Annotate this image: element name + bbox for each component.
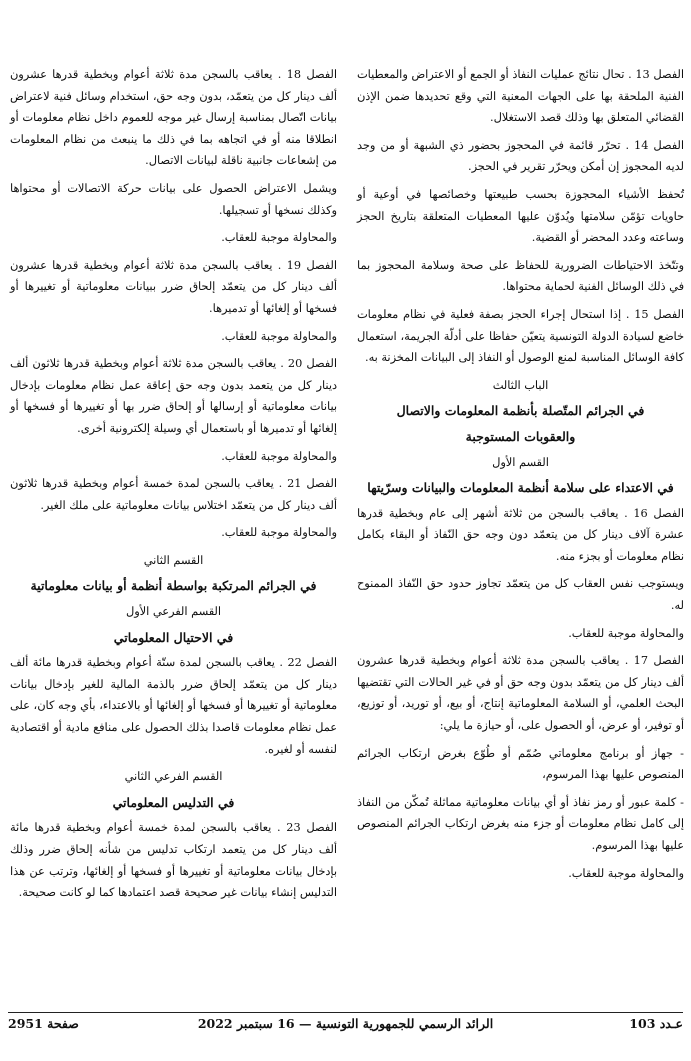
paragraph-text: والمحاولة موجبة للعقاب. <box>568 866 684 880</box>
paragraph <box>357 255 684 298</box>
paragraph-text: ويستوجب نفس العقاب كل من يتعمّد تجاوز حدود حق النّفاذ الممنوح له. <box>357 577 684 613</box>
paragraph-text: والمحاولة موجبة للعقاب. <box>221 449 337 463</box>
paragraph-text: يعاقب بالسجن لمدة خمسة أعوام وبخطية قدرها مائة ألف دينار كل من يتعمد ارتكاب تدليس من شأنه إلحاق ضرر وذلك بإدخال بيانات معلوماتية أو تغييرها أو فسخها أو إلغائها، وترتب عن هذا التدليس إنشاء بيانات غير صحيحة قصد اعتمادها كما لو كانت صحيحة. <box>10 821 337 900</box>
section-heading: في الاعتداء على سلامة أنظمة المعلومات والبيانات وسرّيتها <box>367 480 674 496</box>
paragraph <box>357 743 684 786</box>
paragraph-text: - جهاز أو برنامج معلوماتي صُمّم أو طُوّع بغرض ارتكاب الجرائم المنصوص عليها بهذا المرسوم، <box>357 746 684 782</box>
paragraph <box>357 863 684 885</box>
paragraph <box>10 652 337 760</box>
article-label: الفصل 17 . <box>624 654 685 668</box>
paragraph-text: تحال نتائج عمليات النفاذ أو الجمع أو الاعتراض والمعطيات الفنية الملحقة بها على الجهات المعنية التي وقع تحديدها ضمن الإذن القضائي المتعلق بها وذلك قصد الاستغلال. <box>357 68 684 125</box>
paragraph <box>10 473 337 516</box>
footer-rule <box>8 1012 683 1013</box>
paragraph <box>10 353 337 439</box>
section-heading: والعقوبات المستوجبة <box>465 428 576 444</box>
article-label: الفصل 22 . <box>279 656 337 670</box>
paragraph <box>357 503 684 568</box>
article-label: الفصل 16 . <box>624 506 684 520</box>
paragraph <box>10 64 337 172</box>
paragraph <box>10 255 337 320</box>
paragraph-text: يعاقب بالسجن مدة ثلاثة أعوام وبخطية قدرها عشرون ألف دينار كل من يتعمّد إلحاق ضرر ببيانات معلوماتية أو تغييرها أو فسخها أو إلغائها أو تدميرها. <box>10 258 337 315</box>
paragraph-text: وتتّخذ الاحتياطات الضرورية للحفاظ على صحة وسلامة المحجوز بما في ذلك الوسائل الفنية لحماية محتواها. <box>357 258 684 294</box>
section-heading: في الجرائم المتّصلة بأنظمة المعلومات والاتصال <box>396 403 645 419</box>
paragraph <box>357 135 684 178</box>
paragraph-text: تحرّر قائمة في المحجوز بحضور ذي الشبهة أو من وجد لديه المحجوز إن أمكن ويحرّر تقرير في الحجز. <box>357 138 684 174</box>
section-title: القسم الأول <box>492 455 549 469</box>
article-label: الفصل 18 . <box>277 68 338 81</box>
page-footer <box>8 1016 683 1038</box>
paragraph <box>357 184 684 249</box>
paragraph-text: يعاقب بالسجن لمدة خمسة أعوام وبخطية قدرها ثلاثون ألف دينار كل من يتعمّد اختلاس بيانات معلوماتية على ملك الغير. <box>10 477 337 512</box>
paragraph-text: تُحفظ الأشياء المحجوزة بحسب طبيعتها وخصائصها في أوعية أو حاويات تؤمّن سلامتها ويُدوّن عليها المعطيات المتعلقة بتاريخ الحجز وساعته وعدد المحضر أو القضية. <box>357 187 684 245</box>
paragraph <box>357 64 684 129</box>
paragraph <box>357 650 684 736</box>
paragraph <box>10 326 337 348</box>
paragraph <box>357 304 684 369</box>
section-title: الباب الثالث <box>492 378 549 392</box>
section-heading: في التدليس المعلوماتي <box>112 794 235 810</box>
article-label: الفصل 20 . <box>280 357 337 371</box>
article-label: الفصل 23 . <box>276 821 337 835</box>
paragraph-text: يعاقب بالسجن مدة ثلاثة أعوام وبخطية قدرها عشرون ألف دينار كل من يتعمّد، بدون وجه حق، استخدام وسائل فنية لاعتراض بيانات اتّصال بمناسبة إرسال غير موجه للعموم داخل نظام معلومات أو انطلاقا منه أو في اتجاهه بما في ذلك ما ينبعث من نظام المعلومات من إشعاعات جانبية ناقلة لبيانات الاتصال. <box>10 68 337 168</box>
page-number: صفحة 2951 <box>8 1016 79 1031</box>
paragraph <box>357 792 684 857</box>
paragraph-text: والمحاولة موجبة للعقاب. <box>221 231 337 245</box>
left-column <box>10 64 337 910</box>
section-title: القسم الفرعي الثاني <box>124 770 223 784</box>
right-column <box>357 64 684 890</box>
paragraph <box>10 817 337 903</box>
paragraph-text: يعاقب بالسجن مدة ثلاثة أعوام وبخطية قدرها عشرون ألف دينار كل من يتعمّد بدون وجه حق أو في غير الحالات التي تقتضيها البحث العلمي، أو السلامة المعلوماتية إنتاج، أو بيع، أو توريد، أو توزيع، أو توفير، أو عرض، أو الحصول على، أو حيازة ما يلي: <box>357 654 684 733</box>
paragraph-text: يعاقب بالسجن مدة ثلاثة أعوام وبخطية قدرها ثلاثون ألف دينار كل من يتعمد بدون وجه حق إعاقة عمل نظام معلومات بإدخال بيانات معلوماتية أو إرسالها أو إلحاق ضرر بها أو تغييرها أو فسخها أو إلغائها أو تدميرها أو باستعمال أي وسيلة إلكترونية أخرى. <box>10 357 337 435</box>
paragraph <box>10 446 337 468</box>
paragraph <box>10 227 337 249</box>
issue-number: عـدد 103 <box>629 1016 683 1031</box>
paragraph-text: يعاقب بالسجن من ثلاثة أشهر إلى عام وبخطية قدرها عشرة آلاف دينار كل من يتعمّد دون وجه حق النّفاذ أو البقاء بكامل نظام معلومات أو بجزء منه. <box>357 506 684 563</box>
journal-title-date: الرائد الرسمي للجمهورية التونسية — 16 سبتمبر 2022 <box>197 1016 494 1031</box>
paragraph <box>357 623 684 645</box>
paragraph <box>357 573 684 616</box>
article-label: الفصل 14 . <box>625 138 684 152</box>
paragraph-text: والمحاولة موجبة للعقاب. <box>221 526 337 540</box>
paragraph-text: يعاقب بالسجن لمدة ستّة أعوام وبخطية قدرها مائة ألف دينار كل من يتعمّد إلحاق ضرر بالذمة المالية للغير بإدخال بيانات معلوماتية أو تغييرها أو فسخها أو إلغائها أو بالاعتداء، بأي وجه كان، على عمل نظام معلومات قاصدا بذلك الحصول على منافع مادية أو اقتصادية لنفسه أو لغيره. <box>10 656 337 756</box>
paragraph <box>10 522 337 544</box>
section-title: القسم الثاني <box>143 553 204 567</box>
article-label: الفصل 15 . <box>625 307 684 321</box>
paragraph-text: - كلمة عبور أو رمز نفاذ أو أي بيانات معلوماتية مماثلة تُمكّن من النفاذ إلى كامل نظام معلومات أو جزء منه بغرض ارتكاب الجرائم المنصوص عليها بهذا المرسوم. <box>357 795 684 852</box>
article-label: الفصل 13 . <box>628 68 684 81</box>
paragraph-text: والمحاولة موجبة للعقاب. <box>221 329 337 343</box>
section-heading: في الاحتيال المعلوماتي <box>113 629 234 645</box>
paragraph <box>10 178 337 221</box>
article-label: الفصل 21 . <box>278 477 338 491</box>
paragraph-text: والمحاولة موجبة للعقاب. <box>568 626 684 640</box>
section-title: القسم الفرعي الأول <box>125 605 221 619</box>
article-label: الفصل 19 . <box>277 258 338 272</box>
paragraph-text: إذا استحال إجراء الحجز بصفة فعلية في نظام معلومات خاضع لسيادة الدولة التونسية يتعيّن حفاظا على أدلّة الجريمة، استعمال كافة الوسائل المناسبة لمنع الوصول أو النفاذ إلى البيانات المخزنة به. <box>357 307 684 365</box>
section-heading: في الجرائم المرتكبة بواسطة أنظمة أو بيانات معلوماتية <box>30 578 317 594</box>
paragraph-text: ويشمل الاعتراض الحصول على بيانات حركة الاتصالات أو محتواها وكذلك نسخها أو تسجيلها. <box>10 181 337 217</box>
